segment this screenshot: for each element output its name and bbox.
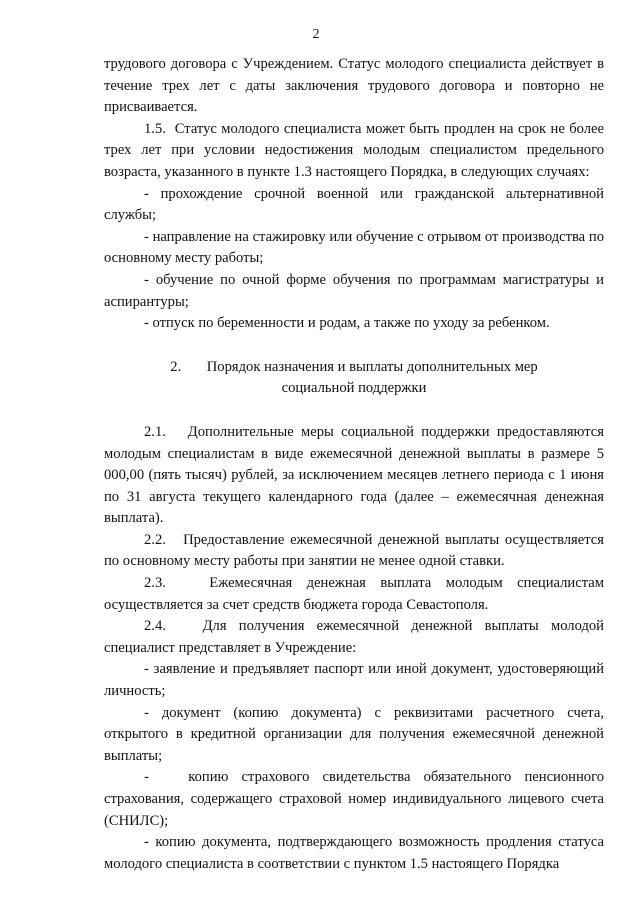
list-item-military-service: - прохождение срочной военной или гражданской альтернативной службы; bbox=[104, 185, 604, 224]
paragraph-2-3: 2.3. Ежемесячная денежная выплата молодым специалистам осуществляется за счет средств бюджета города Севастополя. bbox=[104, 575, 604, 613]
list-item-full-time-study: - обучение по очной форме обучения по программам магистратуры и аспирантуры; bbox=[104, 271, 604, 310]
list-item-bank-details: - документ (копию документа) с реквизитами расчетного счета, открытого в кредитной организации для получения ежемесячной денежной выплаты; bbox=[104, 704, 604, 764]
section-heading-line-2: социальной поддержки bbox=[281, 380, 427, 397]
spacer bbox=[104, 400, 604, 422]
paragraph-2-4: 2.4. Для получения ежемесячной денежной выплаты молодой специалист представляет в Учреждение: bbox=[104, 618, 604, 656]
list-item-snils: - копию страхового свидетельства обязательного пенсионного страхования, содержащего страховой номер индивидуального лицевого счета (СНИЛС); bbox=[104, 769, 604, 829]
paragraph-1-5: 1.5. Статус молодого специалиста может быть продлен на срок не более трех лет при условии недостижения молодым специалистом предельного возраста, указанного в пункте 1.3 настоящего Порядка, в следующих случаях: bbox=[104, 120, 604, 180]
paragraph-2-1: 2.1. Дополнительные меры социальной поддержки предоставляются молодым специалистам в виде ежемесячной денежной выплаты в размере 5 000,00 (пять тысяч) рублей, за исключением месяцев летнего периода с 1 июня по 31 августа текущего календарного года (далее – ежемесячная денежная выплата). bbox=[104, 423, 604, 527]
paragraph-continuation: трудового договора с Учреждением. Статус молодого специалиста действует в течение трех лет с даты заключения трудового договора и повторно не присваивается. bbox=[104, 56, 604, 116]
page-number: 2 bbox=[312, 27, 320, 42]
list-item-application: - заявление и предъявляет паспорт или иной документ, удостоверяющий личность; bbox=[104, 661, 604, 700]
paragraph-2-2: 2.2. Предоставление ежемесячной денежной выплаты осуществляется по основному месту работы при занятии не менее одной ставки. bbox=[104, 531, 604, 570]
list-item-maternity-leave: - отпуск по беременности и родам, а также по уходу за ребенком. bbox=[144, 315, 550, 332]
spacer bbox=[104, 335, 604, 357]
list-item-internship: - направление на стажировку или обучение с отрывом от производства по основному месту работы; bbox=[104, 228, 604, 267]
section-heading-line-1: 2. Порядок назначения и выплаты дополнительных мер bbox=[170, 358, 538, 375]
list-item-extension-document: - копию документа, подтверждающего возможность продления статуса молодого специалиста в соответствии с пунктом 1.5 настоящего Порядка bbox=[104, 834, 604, 872]
document-body bbox=[104, 54, 604, 875]
